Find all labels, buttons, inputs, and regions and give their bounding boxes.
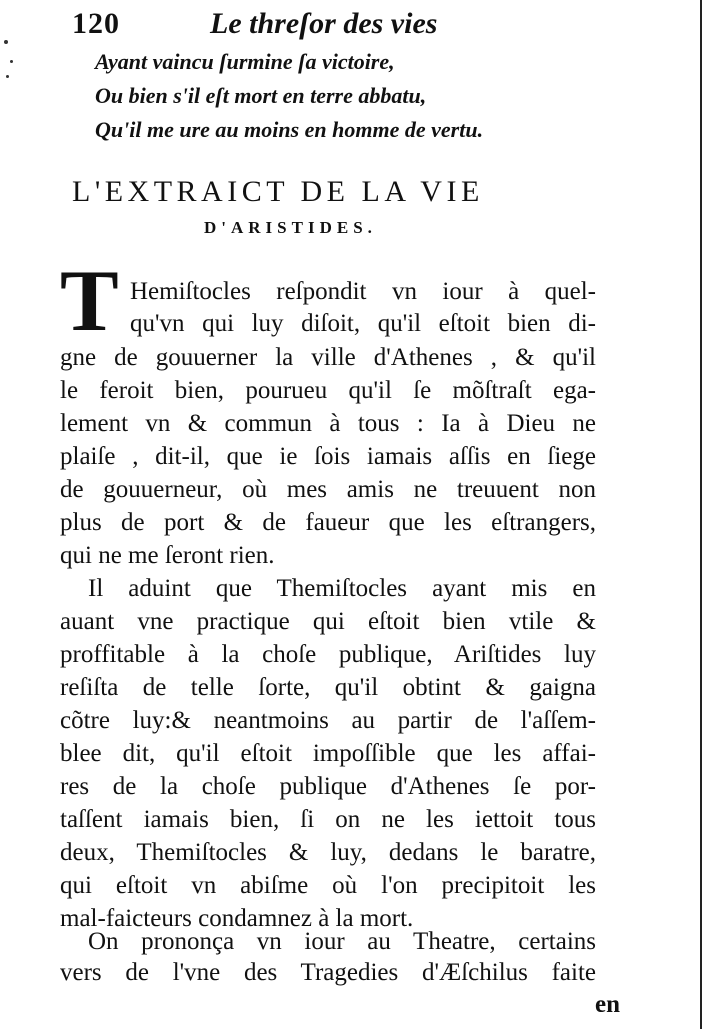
body-line: qui eſtoit vn abiſme où l'on precipitoit les [60, 872, 596, 899]
body-line: qui ne me ſeront rien. [60, 542, 275, 569]
body-line: blee dit, qu'il eſtoit impoſſible que les affai- [60, 740, 596, 767]
chapter-title: L'EXTRAICT DE LA VIE [72, 175, 484, 208]
page-number: 120 [72, 7, 120, 40]
body-line: vers de l'vne des Tragedies d'Æſchilus faite [60, 959, 596, 986]
body-line: res de la choſe publique d'Athenes ſe por- [60, 773, 596, 800]
drop-cap: T [60, 253, 119, 350]
body-line: Hemiſtocles reſpondit vn iour à quel- [130, 278, 596, 305]
body-line: gne de gouuerner la ville d'Athenes , & qu'il [60, 344, 596, 371]
ink-speck [10, 60, 13, 63]
body-line: lement vn & commun à tous : Ia à Dieu ne [60, 410, 596, 437]
body-line: de gouuerneur, où mes amis ne treuuent non [60, 476, 596, 503]
running-header [62, 4, 622, 44]
catchword: en [595, 991, 620, 1018]
verse-line: Ou bien s'il eſt mort en terre abbatu, [95, 83, 427, 108]
page-edge-rule [700, 0, 702, 1029]
body-line: taſſent iamais bien, ſi on ne les iettoit tous [60, 806, 596, 833]
body-line: le feroit bien, pourueu qu'il ſe mõſtraſt ega- [60, 377, 596, 404]
chapter-subtitle: D'ARISTIDES. [204, 218, 377, 237]
running-title: Le threſor des vies [210, 7, 438, 40]
body-line: auant vne practique qui eſtoit bien vtile & [60, 608, 596, 635]
body-line: plus de port & de faueur que les eſtrangers, [60, 509, 596, 536]
body-line: reſiſta de telle ſorte, qu'il obtint & gaigna [60, 674, 596, 701]
body-line: Il aduint que Themiſtocles ayant mis en [88, 575, 596, 602]
ink-speck [4, 40, 8, 44]
body-line: proffitable à la choſe publique, Ariſtides luy [60, 641, 596, 668]
verse-line: Qu'il me ure au moins en homme de vertu. [95, 117, 484, 142]
body-line: cõtre luy:& neantmoins au partir de l'aſſem- [60, 707, 596, 734]
body-line: plaiſe , dit-il, que ie ſois iamais aſſis en ſiege [60, 443, 596, 470]
ink-speck [6, 75, 9, 78]
body-line: mal-faicteurs condamnez à la mort. [60, 905, 414, 932]
body-line: deux, Themiſtocles & luy, dedans le baratre, [60, 839, 596, 866]
body-line: On prononça vn iour au Theatre, certains [88, 928, 596, 955]
verse-line: Ayant vaincu ſurmine ſa victoire, [95, 49, 395, 74]
body-line: qu'vn qui luy diſoit, qu'il eſtoit bien di- [130, 310, 596, 337]
